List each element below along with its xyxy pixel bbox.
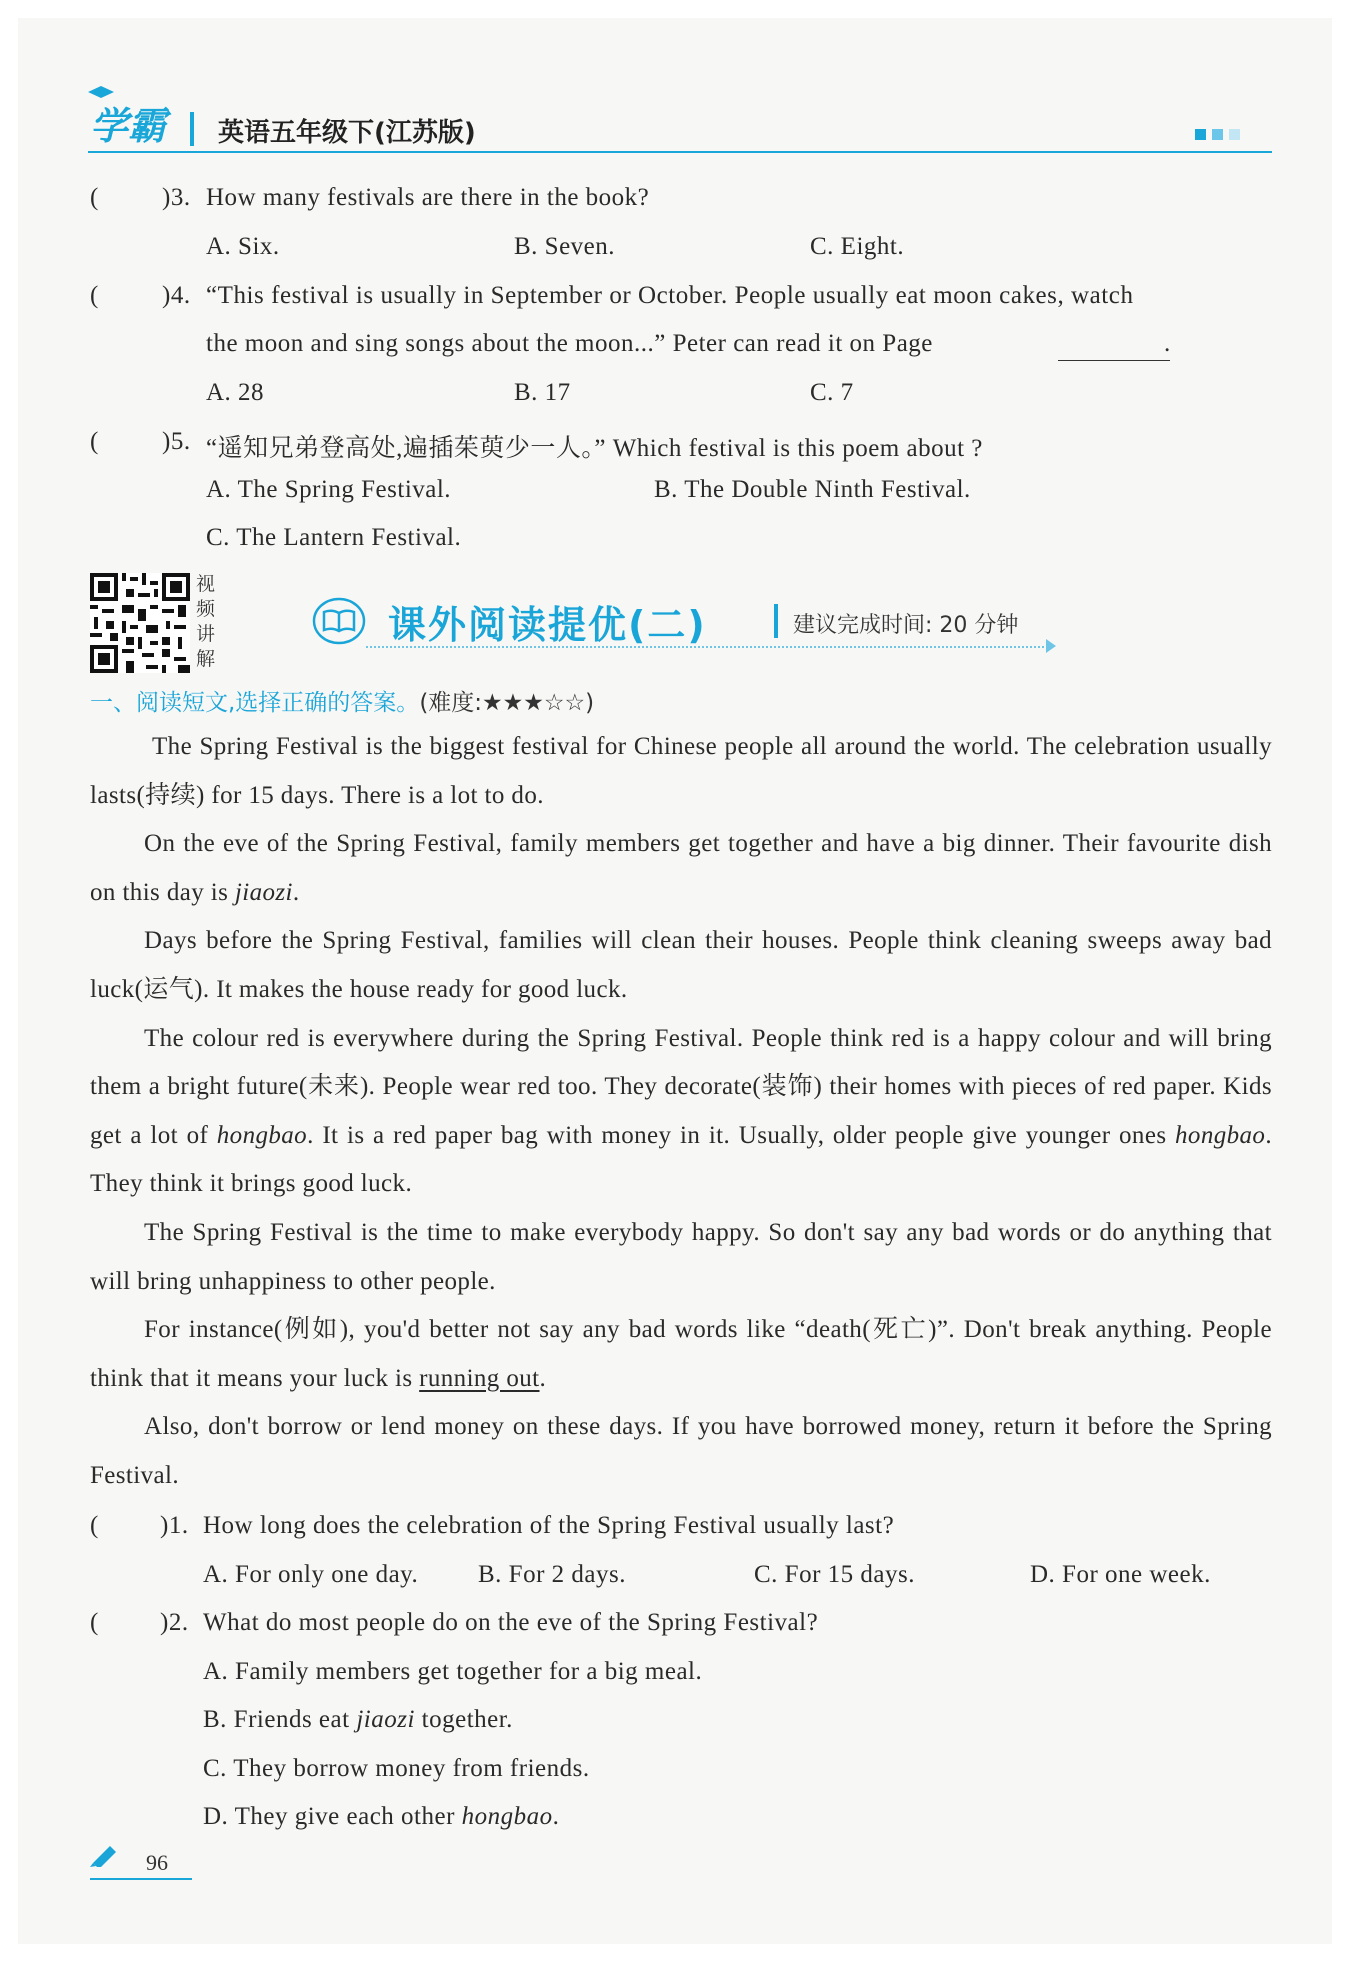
question-stem: How long does the celebration of the Spring Festival usually last? [203,1512,895,1539]
option-c[interactable]: C. For 15 days. [754,1561,915,1588]
question-number: )5. [162,428,191,455]
qr-code[interactable] [90,573,190,673]
option-c[interactable]: C. The Lantern Festival. [206,524,462,551]
paragraph-text: . They think it brings good luck. [90,1121,1272,1198]
question-stem: How many festivals are there in the book? [206,184,650,211]
paragraph-text: On the eve of the Spring Festival, family members get together and have a big dinner. Their favourite dish on this day is [90,830,1272,906]
answer-blank[interactable] [1058,332,1170,361]
passage-paragraph-7: Also, don't borrow or lend money on these days. If you have borrowed money, return it before the Spring Festival. [90,1413,1272,1489]
paragraph-text: The colour red is everywhere during the Spring Festival. People think red is a happy colour and will bring them a bright future(未来). People wear red too. They decorate(装饰) their homes with pieces of red paper. Kids get a lot of [90,1024,1272,1149]
underlined-phrase: running out [419,1364,540,1392]
answer-paren[interactable]: ( [90,282,99,309]
italic-term: jiaozi [356,1706,415,1733]
passage-paragraph-6 [90,1306,1272,1403]
option-b[interactable] [203,1706,513,1734]
paragraph-text: . It is a red paper bag with money in it. Usually, older people give younger ones [307,1121,1176,1149]
exercise-heading [90,684,594,717]
passage-paragraph-4 [90,1015,1272,1209]
option-b[interactable]: B. The Double Ninth Festival. [654,476,971,503]
book-title: 英语五年级下(江苏版) [218,118,476,148]
header-square-1 [1195,129,1206,140]
logo: 学霸 [90,104,167,148]
question-number: )1. [160,1512,189,1539]
option-a[interactable]: A. For only one day. [203,1561,419,1588]
question-stem: What do most people do on the eve of the Spring Festival? [203,1609,819,1636]
option-b[interactable]: B. 17 [514,379,571,406]
option-a[interactable]: A. Family members get together for a big meal. [203,1658,703,1685]
paragraph-text: . [539,1364,547,1392]
passage-paragraph-3: Days before the Spring Festival, families will clean their houses. People think cleaning sweeps away bad luck(运气). It makes the house ready for good luck. [90,927,1272,1003]
paragraph-text: . [292,878,300,906]
header-square-3 [1229,129,1240,140]
option-b[interactable]: B. Seven. [514,233,616,260]
option-c[interactable]: C. Eight. [810,233,905,260]
difficulty-rating: (难度:★★★☆☆) [419,690,595,716]
option-a[interactable]: A. The Spring Festival. [206,476,452,503]
option-c[interactable]: C. 7 [810,379,854,406]
question-stem-line-1: “This festival is usually in September or October. People usually eat moon cakes, watch [206,282,1134,309]
footer-rule [90,1878,192,1880]
section-divider [774,604,778,638]
page-number: 96 [146,1850,168,1875]
option-b[interactable]: B. For 2 days. [478,1561,626,1588]
open-book-icon [312,596,366,646]
question-number: )3. [162,184,191,211]
option-a[interactable]: A. Six. [206,233,280,260]
option-a[interactable]: A. 28 [206,379,265,406]
section-title: 课外阅读提优(二) [388,603,707,647]
paragraph-text: For instance(例如), you'd better not say any bad words like “death(死亡)”. Don't break anything. People think that it means your luck is [90,1316,1272,1392]
option-text: D. They give each other [203,1803,462,1830]
qr-label: 视频讲解 [196,573,216,670]
passage-paragraph-2 [90,820,1272,917]
question-stem-line-2: the moon and sing songs about the moon...” Peter can read it on Page [206,330,933,357]
question-stem: “遥知兄弟登高处,遍插茱萸少一人。” Which festival is this poem about ? [206,435,983,462]
question-number: )4. [162,282,191,309]
passage-paragraph-1: The Spring Festival is the biggest festival for Chinese people all around the world. The celebration usually lasts(持续) for 15 days. There is a lot to do. [90,733,1272,809]
italic-term: hongbao [1175,1121,1266,1149]
option-text: B. Friends eat [203,1706,357,1733]
question-number: )2. [160,1609,189,1636]
passage-paragraph-5: The Spring Festival is the time to make everybody happy. So don't say any bad words or do anything that will bring unhappiness to other people. [90,1218,1272,1295]
answer-paren[interactable]: ( [90,184,99,211]
option-text: . [552,1803,560,1830]
italic-term: hongbao [461,1803,553,1830]
option-d[interactable] [203,1803,559,1831]
answer-paren[interactable]: ( [90,1512,99,1539]
time-hint: 建议完成时间: 20 分钟 [793,613,1019,638]
arrow-icon [1046,639,1056,653]
italic-term: hongbao [216,1121,308,1149]
reading-passage [90,723,1272,1501]
option-d[interactable]: D. For one week. [1030,1561,1211,1588]
option-c[interactable]: C. They borrow money from friends. [203,1755,590,1782]
italic-term: jiaozi [234,878,293,906]
header-divider [190,112,194,146]
pencil-icon [90,1843,120,1867]
header-rule [88,151,1272,153]
exercise-instruction: 一、阅读短文,选择正确的答案。 [90,690,420,716]
stem-end: . [1164,330,1171,357]
option-text: together. [414,1706,513,1733]
answer-paren[interactable]: ( [90,1609,99,1636]
answer-paren[interactable]: ( [90,428,99,455]
dotted-rule [366,646,1048,648]
header-square-2 [1212,129,1223,140]
